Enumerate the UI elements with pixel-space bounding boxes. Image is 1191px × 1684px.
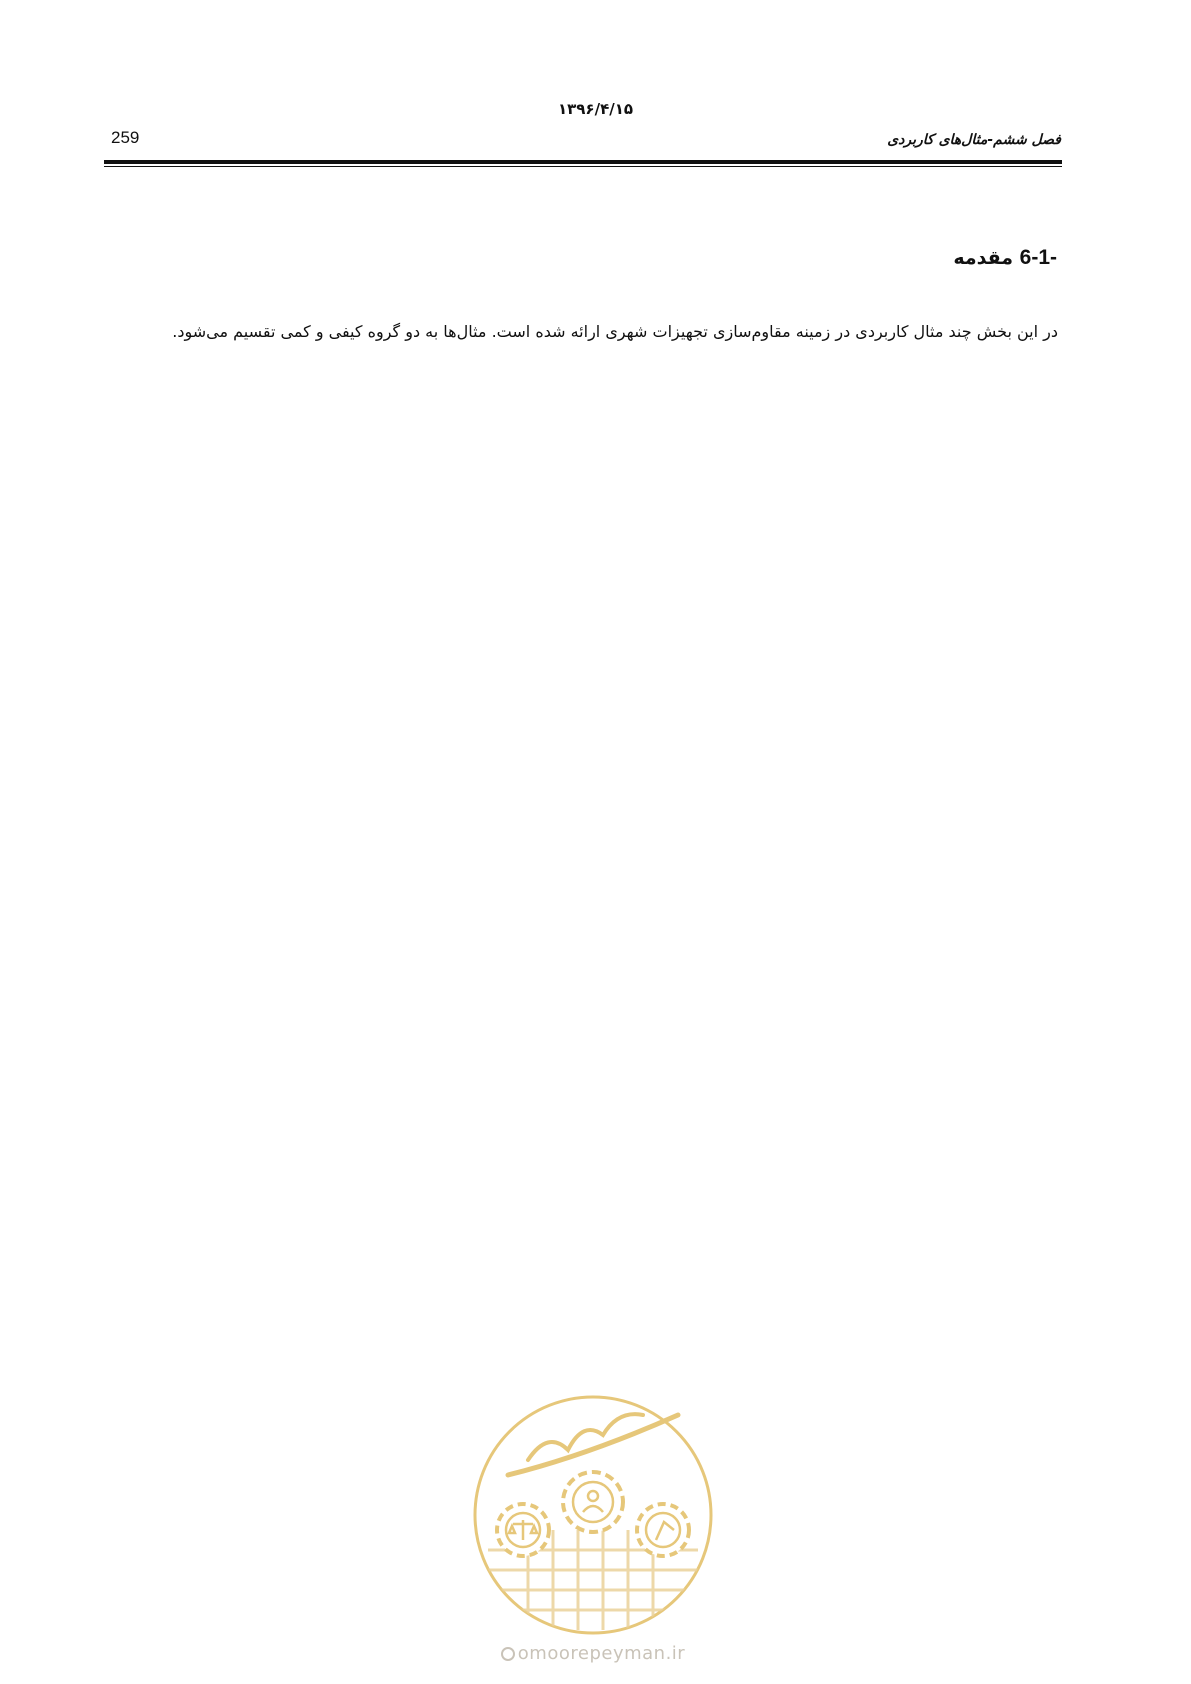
page-date: ۱۳۹۶/۴/۱۵ bbox=[557, 100, 634, 118]
section-heading bbox=[953, 246, 1057, 270]
section-number: 6-1- bbox=[1019, 246, 1057, 269]
body-paragraph: در این بخش چند مثال کاربردی در زمینه مقاوم‌سازی تجهیزات شهری ارائه شده است. مثال‌ها به دو گروه کیفی و کمی تقسیم می‌شود. bbox=[172, 322, 1058, 341]
header-rule-thin bbox=[104, 166, 1062, 167]
chapter-title: فصل ششم-مثال‌های کاربردی bbox=[887, 132, 1061, 148]
page-number: 259 bbox=[111, 128, 140, 147]
watermark-caption bbox=[468, 1643, 718, 1664]
watermark-logo bbox=[468, 1390, 718, 1640]
header-rule-thick bbox=[104, 160, 1062, 164]
watermark-url: omoorepeyman.ir bbox=[517, 1643, 686, 1664]
watermark-seal-icon bbox=[468, 1390, 718, 1640]
section-title: مقدمه bbox=[953, 247, 1014, 269]
globe-icon bbox=[501, 1647, 515, 1661]
